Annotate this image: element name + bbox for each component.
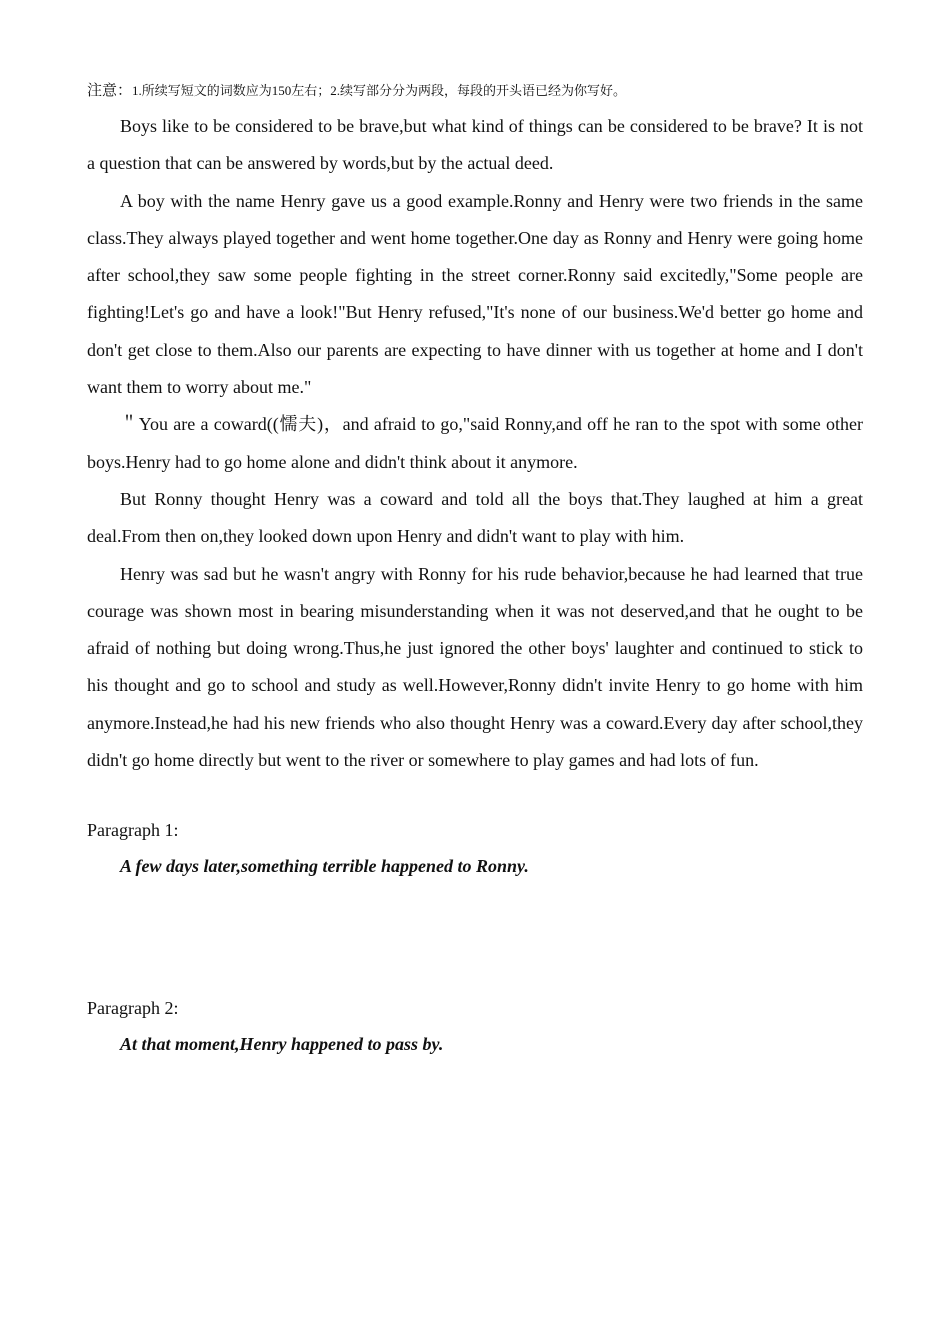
continuation-paragraph-2 xyxy=(87,990,863,1062)
paragraph-2-prompt: At that moment,Henry happened to pass by. xyxy=(120,1034,444,1055)
story-paragraph-2: A boy with the name Henry gave us a good example.Ronny and Henry were two friends in the same class.They always played together and went home together.One day as Ronny and Henry were going home after school,they saw some people fighting in the street corner.Ronny said excitedly,"Some people are fighting!Let's go and have a look!"But Henry refused,"It's none of our business.We'd better go home and don't get close to them.Also our parents are expecting to have dinner with us together at home and I don't want them to worry about me." xyxy=(87,190,863,398)
instructions-note xyxy=(87,78,863,104)
story-paragraph-5: Henry was sad but he wasn't angry with Ronny for his rude behavior,because he had learned that true courage was shown most in bearing misunderstanding when it was not deserved,and that he ought to be afraid of nothing but doing wrong.Thus,he just ignored the other boys' laughter and continued to stick to his thought and go to school and study as well.However,Ronny didn't invite Henry to go home with him anymore.Instead,he had his new friends who also thought Henry was a coward.Every day after school,they didn't go home directly but went to the river or somewhere to play games and had lots of fun. xyxy=(87,563,863,771)
paragraph-1-prompt: A few days later,something terrible happened to Ronny. xyxy=(120,856,529,877)
paragraph-1-writing-space xyxy=(87,884,863,990)
document-page xyxy=(87,78,863,1062)
section-spacer xyxy=(87,779,863,812)
continuation-paragraph-1 xyxy=(87,812,863,990)
note-text: 1.所续写短文的词数应为150左右；2.续写部分分为两段，每段的开头语已经为你写好。 xyxy=(132,83,627,98)
story-text xyxy=(87,108,863,779)
story-paragraph-3: ＂You are a coward((懦夫)，and afraid to go,"said Ronny,and off he ran to the spot with some other boys.Henry had to go home alone and didn't think about it anymore. xyxy=(87,414,863,472)
story-paragraph-1: Boys like to be considered to be brave,but what kind of things can be considered to be brave? It is not a question that can be answered by words,but by the actual deed. xyxy=(87,116,863,174)
note-label: 注意： xyxy=(87,83,133,99)
story-paragraph-4: But Ronny thought Henry was a coward and told all the boys that.They laughed at him a great deal.From then on,they looked down upon Henry and didn't want to play with him. xyxy=(87,488,863,547)
paragraph-1-label: Paragraph 1: xyxy=(87,820,179,841)
paragraph-2-label: Paragraph 2: xyxy=(87,998,179,1019)
